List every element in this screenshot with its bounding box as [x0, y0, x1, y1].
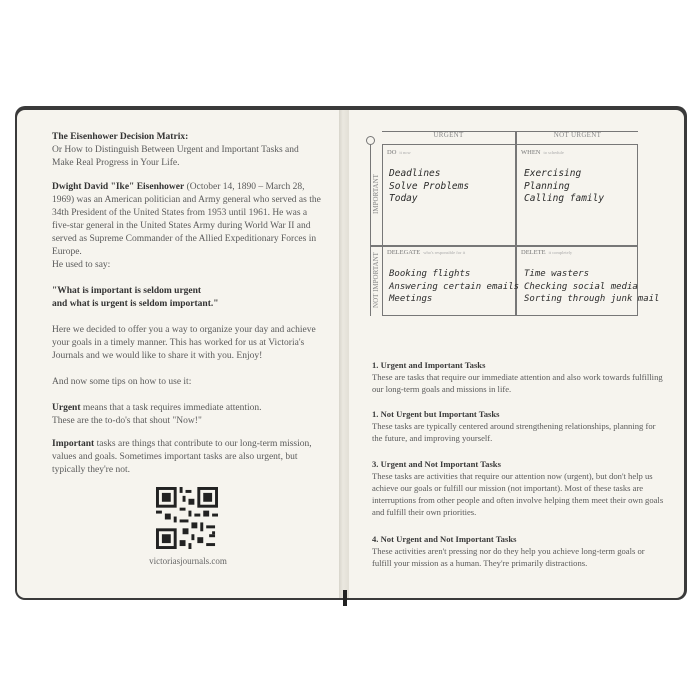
list-item: Booking flights — [389, 269, 471, 279]
quote-line-1: "What is important is seldom urgent — [52, 286, 202, 296]
matrix-left-line — [370, 144, 371, 316]
website-link[interactable]: victoriasjournals.com — [149, 556, 227, 566]
row-header-important: IMPORTANT — [372, 174, 380, 214]
urgent-definition — [52, 402, 324, 428]
q1-label: DO it now — [387, 149, 411, 156]
urgent-def-line-2: These are the to-do's that shout "Now!" — [52, 416, 202, 426]
q1-items — [389, 168, 469, 206]
section-1 — [372, 359, 664, 395]
col-header-urgent: URGENT — [433, 131, 464, 139]
list-item: Sorting through junk mail — [524, 294, 660, 304]
q2-label: WHEN to schedule — [521, 149, 564, 156]
quote — [52, 285, 324, 311]
list-item: Planning — [524, 180, 570, 192]
section-2 — [372, 408, 664, 444]
urgent-def-line-1: means that a task requires immediate attention. — [80, 403, 262, 413]
matrix-horizontal-divider — [370, 245, 638, 247]
section-heading: 3. Urgent and Not Important Tasks — [372, 459, 501, 469]
q4-label: DELETE it completely — [521, 249, 573, 256]
title-block — [52, 131, 324, 170]
section-body: These tasks are activities that require our attention now (urgent), but don't help us achieve our goals or fulfill our mission (not important). Most of these tasks are interruptions from other people and often involve helping them meet their own goals and fulfill their own priorities. — [372, 471, 664, 517]
urgent-term: Urgent — [52, 403, 81, 413]
list-item: Time wasters — [524, 269, 590, 279]
bio-text: (October 14, 1890 – March 28, 1969) was an American politician and Army general who served as the 34th President of the United States from 1953 until 1961. He was a five-star general in the United States Army during World War II and served as Supreme Commander of the Allied Expeditionary Forces in Europe. — [52, 182, 321, 257]
q2-items — [524, 168, 604, 206]
section-4 — [372, 533, 664, 569]
section-body: These are tasks that require our immediate attention and also work towards fulfilling our long-term goals and missions in life. — [372, 372, 663, 394]
section-body: These tasks are typically centered around strengthening relationships, planning for the future, and improving yourself. — [372, 421, 656, 443]
quote-line-2: and what is urgent is seldom important." — [52, 299, 219, 309]
page-gutter — [339, 110, 349, 598]
intro-paragraph: Here we decided to offer you a way to organize your day and achieve your goals in a timely manner. This has worked for us at Victoria's Journals and we would like to share it with you. Enjoy! — [52, 325, 316, 361]
col-header-not-urgent: NOT URGENT — [553, 131, 602, 139]
list-item: Meetings — [389, 294, 433, 304]
section-heading: 1. Not Urgent but Important Tasks — [372, 409, 500, 419]
list-item: Checking social media — [524, 281, 638, 292]
bookmark-ribbon — [343, 590, 347, 606]
important-definition — [52, 438, 324, 477]
subtitle-line-1: Or How to Distinguish Between Urgent and Important Tasks and — [52, 145, 299, 155]
list-item: Exercising — [524, 168, 582, 179]
section-3 — [372, 458, 664, 518]
list-item: Deadlines — [389, 168, 441, 179]
important-def: tasks are things that contribute to our long-term mission, values and goals. Sometimes important tasks are also urgent, but typically they're not. — [52, 439, 312, 475]
section-heading: 4. Not Urgent and Not Important Tasks — [372, 534, 517, 544]
list-item: Calling family — [524, 193, 605, 204]
bio-name: Dwight David "Ike" Eisenhower — [52, 182, 185, 192]
list-item: Today — [389, 193, 418, 204]
list-item: Answering certain emails — [389, 281, 520, 292]
qr-code-icon[interactable] — [156, 487, 218, 549]
list-item: Solve Problems — [389, 180, 470, 192]
section-heading: 1. Urgent and Important Tasks — [372, 360, 486, 370]
row-header-not-important: NOT IMPORTANT — [372, 252, 380, 308]
q3-label: DELEGATE who's responsible for it — [387, 249, 466, 256]
q4-items — [524, 268, 659, 306]
tips-heading: And now some tips on how to use it: — [52, 377, 192, 387]
he-used-to-say: He used to say: — [52, 260, 111, 270]
page-title: The Eisenhower Decision Matrix: — [52, 132, 189, 142]
section-body: These activities aren't pressing nor do they help you achieve long-term goals or fulfill your mission as a human. They're primarily distractions. — [372, 546, 645, 568]
subtitle-line-2: Make Real Progress in Your Life. — [52, 158, 180, 168]
bio-paragraph — [52, 181, 324, 259]
q3-items — [389, 268, 519, 306]
important-term: Important — [52, 439, 95, 449]
